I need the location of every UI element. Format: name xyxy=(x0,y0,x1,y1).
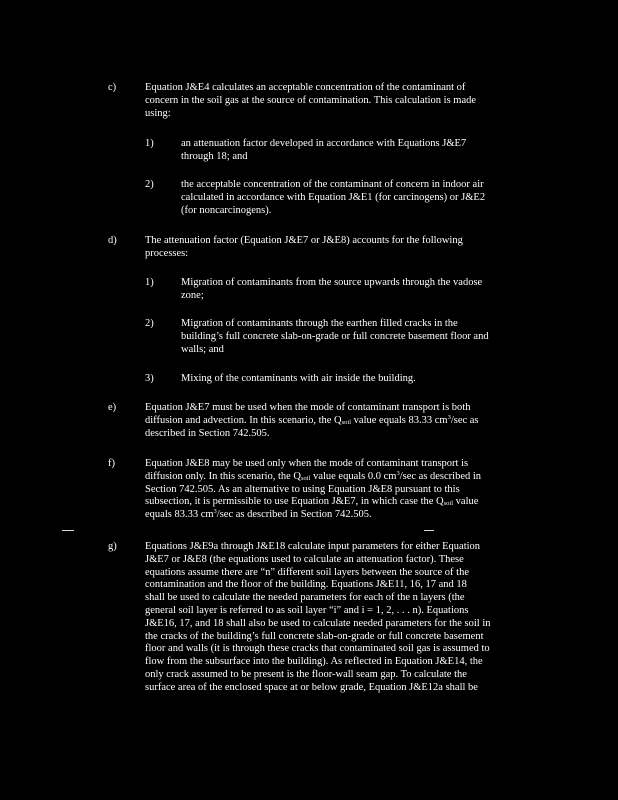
text-run: value xyxy=(453,496,479,508)
text-run: /sec as described in xyxy=(399,470,482,482)
subitem-marker: 2) xyxy=(145,179,154,190)
item-text xyxy=(145,541,491,695)
subitem-marker: 1) xyxy=(145,277,154,288)
text-line: general soil layer is referred to as soil layer “i” and i = 1, 2, . . . n). Equations xyxy=(145,604,469,616)
text-line: J&E16, 17, and 18 shall also be used to calculate needed parameters for the soil in xyxy=(145,617,491,629)
text-run: value equals 0.0 cm xyxy=(310,470,397,482)
text-line: Migration of contaminants through the earthen filled cracks in the xyxy=(181,318,458,329)
text-line: J&E7 or J&E8 (the equations used to calculate an attenuation factor). These xyxy=(145,553,464,565)
subitem-text xyxy=(181,138,466,164)
text-line: shall be used to calculate the needed parameters for each of the n layers (the xyxy=(145,592,465,604)
item-text xyxy=(145,402,479,440)
text-line: The attenuation factor (Equation J&E7 or J&E8) accounts for the following xyxy=(145,235,463,246)
item-marker: c) xyxy=(108,82,117,93)
text-line: Equation J&E8 may be used only when the mode of contaminant transport is xyxy=(145,458,469,469)
text-line: processes: xyxy=(145,247,189,259)
subscript: soil xyxy=(301,474,311,482)
text-line: building’s full concrete slab-on-grade or full concrete basement floor and xyxy=(181,330,489,342)
scan-mark-right xyxy=(424,530,434,531)
text-line: equations assume there are “n” different soil layers between the source of the xyxy=(145,566,470,578)
scan-mark-left xyxy=(62,530,74,531)
item-marker: g) xyxy=(108,541,117,552)
text-line: floor and walls (it is through these cracks that contaminated soil gas is assumed to xyxy=(145,643,490,655)
text-line: only crack assumed to be present is the floor-wall seam gap. To calculate the xyxy=(145,668,467,680)
subitem-text xyxy=(181,277,482,303)
text-line: the cracks of the building’s full concrete slab-on-grade or full concrete basement xyxy=(145,630,484,642)
text-line: surface area of the enclosed space at or below grade, Equation J&E12a shall be xyxy=(145,681,478,693)
text-line: an attenuation factor developed in accordance with Equations J&E7 xyxy=(181,138,467,149)
text-run: equals 83.33 cm xyxy=(145,509,214,521)
text-line: flow from the subsurface into the building). As reflected in Equation J&E14, the xyxy=(145,656,483,668)
text-run: subsection, it is permissible to use Equation J&E7, in which case the Q xyxy=(145,496,444,508)
item-marker: d) xyxy=(108,235,117,246)
text-line: Mixing of the contaminants with air inside the building. xyxy=(181,373,416,384)
subitem-text xyxy=(181,373,416,386)
subscript: soil xyxy=(443,500,454,508)
text-line: described in Section 742.505. xyxy=(145,427,270,439)
superscript: 3 xyxy=(213,508,217,516)
subitem-marker: 1) xyxy=(145,138,154,149)
text-line xyxy=(145,471,481,484)
text-line: concern in the soil gas at the source of contamination. This calculation is made xyxy=(145,94,477,106)
text-line: calculated in accordance with Equation J&E1 (for carcinogens) or J&E2 xyxy=(181,191,486,203)
subitem-marker: 2) xyxy=(145,318,154,329)
text-run: diffusion only. In this scenario, the Q xyxy=(145,470,302,482)
text-line xyxy=(145,496,481,509)
text-line: Migration of contaminants from the source upwards through the vadose xyxy=(181,277,483,288)
text-line: Equation J&E4 calculates an acceptable concentration of the contaminant of xyxy=(145,82,466,93)
superscript: 3 xyxy=(396,469,400,477)
text-run: /sec as xyxy=(450,414,479,426)
text-line: using: xyxy=(145,107,171,119)
item-marker: e) xyxy=(108,402,117,413)
text-line: contamination and the floor of the building. Equations J&E11, 16, 17 and 18 xyxy=(145,579,467,591)
text-line: zone; xyxy=(181,289,204,301)
item-marker: f) xyxy=(108,458,115,469)
item-text xyxy=(145,458,481,522)
item-text xyxy=(145,82,476,120)
text-run: /sec as described in Section 742.505. xyxy=(216,509,372,521)
text-line: walls; and xyxy=(181,343,224,355)
text-line: Equation J&E7 must be used when the mode of contaminant transport is both xyxy=(145,402,471,413)
text-line: (for noncarcinogens). xyxy=(181,204,272,216)
superscript: 3 xyxy=(447,413,451,421)
text-run: value equals 83.33 cm xyxy=(351,414,448,426)
text-run: diffusion and advection. In this scenario, the Q xyxy=(145,414,342,426)
subitem-text xyxy=(181,179,485,217)
text-line xyxy=(145,415,479,428)
subscript: soil xyxy=(341,418,352,426)
text-line: Section 742.505. As an alternative to using Equation J&E8 pursuant to this xyxy=(145,483,460,495)
subitem-text xyxy=(181,318,489,356)
text-line: Equations J&E9a through J&E18 calculate input parameters for either Equation xyxy=(145,541,481,552)
text-line: the acceptable concentration of the contaminant of concern in indoor air xyxy=(181,179,484,190)
text-line xyxy=(145,509,481,522)
subitem-marker: 3) xyxy=(145,373,154,384)
text-line: through 18; and xyxy=(181,150,248,162)
item-text xyxy=(145,235,463,261)
